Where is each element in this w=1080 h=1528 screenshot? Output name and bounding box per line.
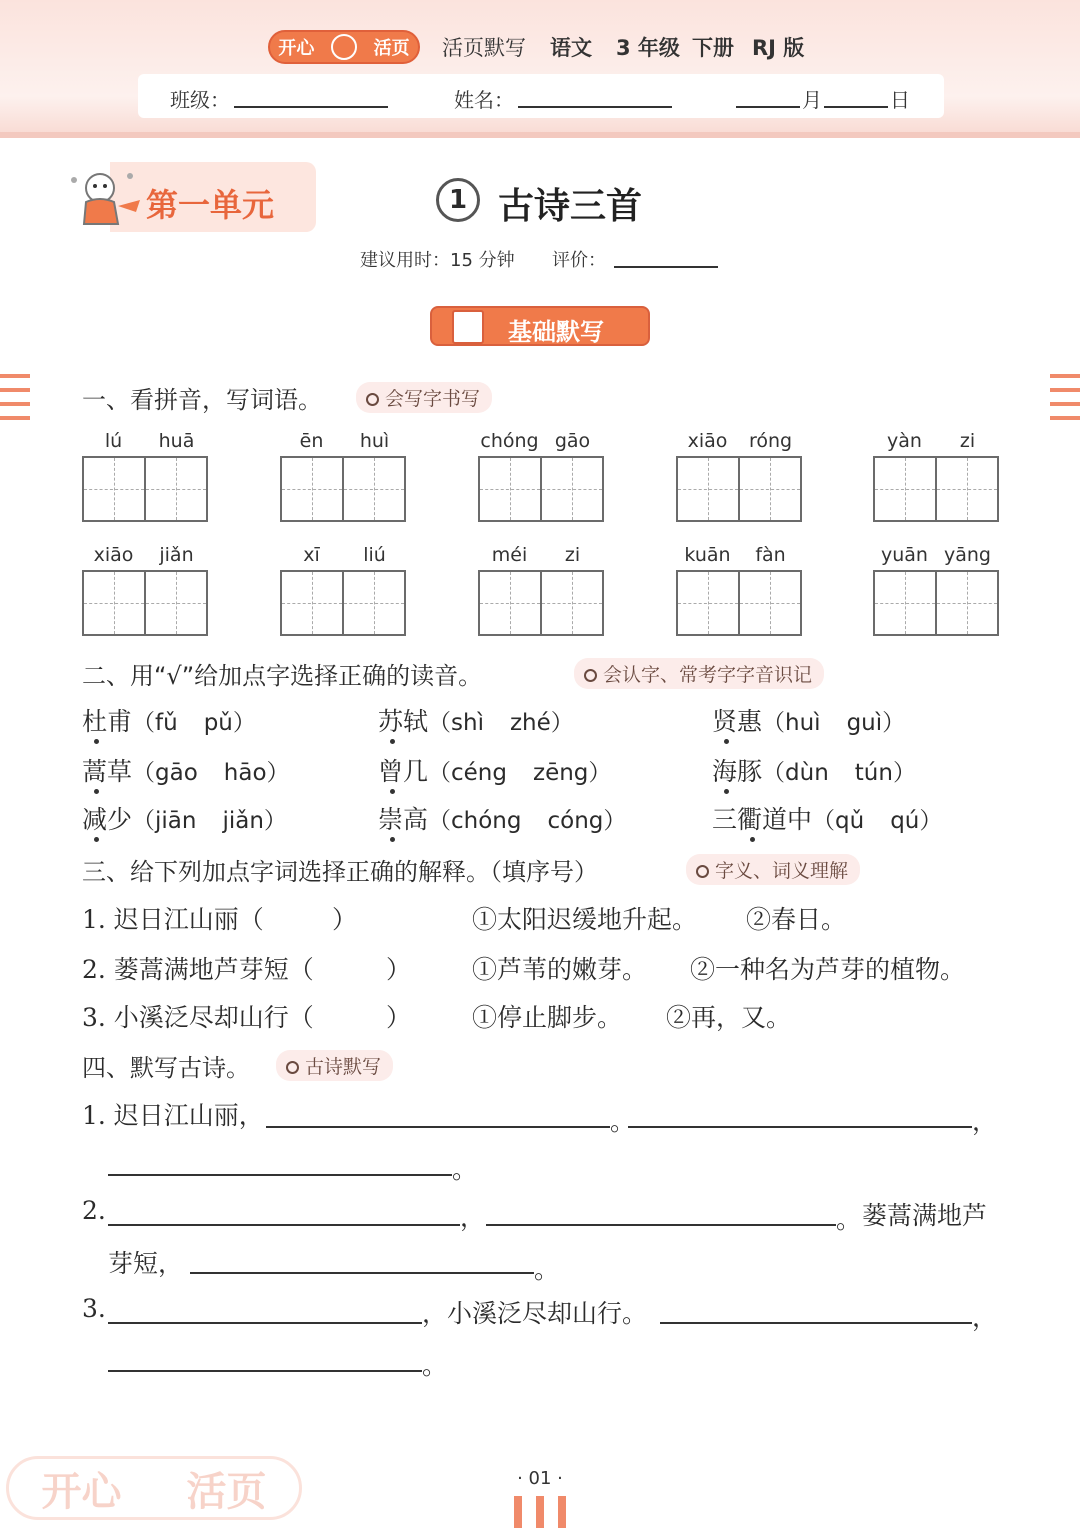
writing-grid[interactable]: [478, 570, 604, 636]
pinyin-label: kuān: [684, 544, 731, 566]
choice-a: ①太阳迟缓地升起。: [472, 905, 698, 934]
watermark-logo: [6, 1456, 302, 1520]
writing-grid[interactable]: [873, 456, 999, 522]
writing-grid[interactable]: [478, 456, 604, 522]
writing-cell[interactable]: [875, 572, 937, 634]
q2-tag-label: 会认字、常考字字音识记: [603, 664, 813, 686]
pinyin-option-a[interactable]: qǔ: [835, 808, 865, 834]
writing-cell[interactable]: [937, 458, 997, 520]
watermark-word-2: 活页: [186, 1468, 267, 1515]
writing-cell[interactable]: [740, 572, 800, 634]
paren-close: ）: [603, 808, 627, 834]
pinyin-option-b[interactable]: tún: [854, 760, 893, 786]
paren-close: ）: [588, 760, 612, 786]
time-hint: 建议用时：15 分钟: [360, 250, 515, 271]
pinyin-label: huā: [158, 430, 195, 452]
side-stripe: [0, 402, 30, 406]
footer-bar: [514, 1496, 522, 1528]
option-paren: [428, 710, 574, 736]
word: 苏轼: [378, 707, 428, 736]
emphasis-dot-icon: [94, 739, 99, 744]
side-stripe: [0, 416, 30, 420]
answer-paren-close[interactable]: ）: [386, 955, 412, 984]
unit-title: 第一单元: [146, 186, 275, 224]
day-label: 日: [890, 88, 910, 112]
pinyin-label: yuān: [881, 544, 928, 566]
paren-close: ）: [882, 710, 906, 736]
word: 海豚: [712, 757, 762, 786]
pinyin-label: fàn: [755, 544, 786, 566]
emphasis-dot-icon: [390, 739, 395, 744]
writing-cell[interactable]: [480, 572, 542, 634]
pinyin-label: xiāo: [687, 430, 728, 452]
section-badge-label: 基础默写: [508, 318, 604, 346]
eval-label: 评价：: [552, 250, 606, 271]
q1-title: 一、看拼音，写词语。: [82, 386, 322, 414]
emphasis-dot-icon: [94, 837, 99, 842]
q3-tag: [686, 854, 860, 885]
footer-bar: [536, 1496, 544, 1528]
name-label: 姓名：: [454, 88, 514, 112]
page-number: · 01 ·: [517, 1468, 563, 1489]
side-stripe: [0, 374, 30, 378]
tag-dot-icon: [696, 865, 709, 878]
q4-blank[interactable]: [628, 1126, 972, 1128]
choice-b: ②一种名为芦芽的植物。: [690, 955, 966, 984]
paren-open: （: [428, 710, 452, 736]
writing-cell[interactable]: [678, 458, 740, 520]
writing-cell[interactable]: [344, 458, 404, 520]
writing-cell[interactable]: [282, 458, 344, 520]
paren-close: ）: [232, 710, 256, 736]
choice-a: ①停止脚步。: [472, 1003, 623, 1032]
pronunciation-item: [82, 702, 256, 738]
writing-cell[interactable]: [542, 458, 602, 520]
tag-dot-icon: [286, 1061, 299, 1074]
pinyin-option-b[interactable]: cóng: [547, 808, 604, 834]
q4-blank[interactable]: [108, 1370, 422, 1372]
mascot-icon: [66, 166, 144, 236]
writing-cell[interactable]: [875, 458, 937, 520]
word: 杜甫: [82, 707, 132, 736]
paren-open: （: [132, 710, 156, 736]
pinyin-label: lú: [104, 430, 123, 452]
pinyin-label: jiǎn: [159, 544, 194, 566]
choice-b: ②再，又。: [666, 1003, 792, 1032]
meaning-question: 3. 小溪泛尽却山行（: [82, 1003, 314, 1032]
pronunciation-item: [82, 752, 290, 788]
watermark-word-1: 开心: [41, 1468, 122, 1515]
side-stripe: [1050, 374, 1080, 378]
month-field[interactable]: [736, 106, 800, 108]
option-paren: [132, 760, 290, 786]
day-field[interactable]: [824, 106, 888, 108]
q4-blank[interactable]: [486, 1224, 836, 1226]
pronunciation-item: [378, 752, 611, 788]
q4-blank[interactable]: [108, 1224, 460, 1226]
pinyin-label: xiāo: [93, 544, 134, 566]
writing-cell[interactable]: [84, 458, 146, 520]
pronunciation-item: [82, 800, 287, 836]
q3-tag-label: 字义、词义理解: [715, 860, 849, 882]
q4-period: 。: [836, 1205, 862, 1234]
emphasis-dot-icon: [724, 739, 729, 744]
answer-paren-close[interactable]: ）: [332, 905, 358, 934]
writing-grid[interactable]: [280, 570, 406, 636]
q4-tag: [276, 1050, 393, 1081]
paren-close: ）: [892, 760, 916, 786]
pinyin-option-b[interactable]: guì: [846, 710, 883, 736]
q2-tag: [574, 658, 824, 689]
q4-line2-end: 蒌蒿满地芦: [862, 1201, 988, 1230]
q4-line2b-start: 芽短，: [108, 1249, 184, 1278]
paren-close: ）: [266, 760, 290, 786]
paren-open: （: [428, 808, 452, 834]
q4-blank[interactable]: [266, 1126, 610, 1128]
q3-title: 三、给下列加点字词选择正确的解释。（填序号）: [82, 858, 598, 886]
q4-title: 四、默写古诗。: [82, 1054, 250, 1082]
emphasis-dot-icon: [390, 789, 395, 794]
option-paren: [428, 808, 626, 834]
brand-word-1: 开心: [278, 38, 315, 59]
option-paren: [132, 710, 256, 736]
side-stripe: [0, 388, 30, 392]
writing-grid[interactable]: [873, 570, 999, 636]
header-band-edge: [0, 132, 1080, 138]
writing-cell[interactable]: [678, 572, 740, 634]
footer-bar: [558, 1496, 566, 1528]
pinyin-option-a[interactable]: chóng: [451, 808, 522, 834]
writing-cell[interactable]: [146, 572, 206, 634]
meaning-question: 1. 迟日江山丽（: [82, 905, 264, 934]
month-label: 月: [802, 88, 822, 112]
emphasis-dot-icon: [390, 837, 395, 842]
writing-cell[interactable]: [146, 458, 206, 520]
writing-grid[interactable]: [82, 456, 208, 522]
q4-period: 。: [534, 1255, 560, 1284]
writing-cell[interactable]: [740, 458, 800, 520]
paren-open: （: [812, 808, 836, 834]
q4-comma: ，: [972, 1303, 998, 1332]
writing-grid[interactable]: [82, 570, 208, 636]
word: 三衢道中: [712, 805, 812, 834]
q1-tag: [356, 382, 492, 413]
edition: RJ 版: [752, 36, 805, 60]
tag-dot-icon: [366, 393, 379, 406]
writing-cell[interactable]: [282, 572, 344, 634]
q4-blank[interactable]: [108, 1174, 452, 1176]
writing-cell[interactable]: [480, 458, 542, 520]
meaning-question: 2. 蒌蒿满地芦芽短（: [82, 955, 314, 984]
pinyin-option-b[interactable]: zhé: [509, 710, 551, 736]
pinyin-label: yàn: [887, 430, 922, 452]
q4-blank[interactable]: [108, 1322, 422, 1324]
option-paren: [762, 760, 916, 786]
pinyin-option-a[interactable]: gāo: [155, 760, 198, 786]
word: 减少: [82, 805, 132, 834]
writing-cell[interactable]: [937, 572, 997, 634]
option-paren: [132, 808, 287, 834]
q4-line3-mid: ，小溪泛尽却山行。: [422, 1299, 648, 1328]
q4-num-2: 2.: [82, 1196, 106, 1225]
q4-period: 。: [610, 1107, 636, 1136]
pinyin-option-a[interactable]: jiān: [155, 808, 197, 834]
pinyin-option-a[interactable]: dùn: [785, 760, 829, 786]
pinyin-option-a[interactable]: huì: [785, 710, 821, 736]
paren-close: ）: [263, 808, 287, 834]
grade: 3 年级: [616, 36, 680, 60]
answer-paren-close[interactable]: ）: [386, 1003, 412, 1032]
series-name: 活页默写: [442, 36, 526, 60]
eval-field[interactable]: [614, 266, 718, 268]
pinyin-label: méi: [491, 544, 528, 566]
writing-grid[interactable]: [676, 570, 802, 636]
word: 曾几: [378, 757, 428, 786]
q4-comma: ，: [460, 1203, 486, 1232]
class-label: 班级：: [170, 88, 230, 112]
option-paren: [812, 808, 942, 834]
paren-close: ）: [550, 710, 574, 736]
q4-comma: ，: [972, 1107, 998, 1136]
pinyin-label: liú: [363, 544, 386, 566]
writing-grid[interactable]: [676, 456, 802, 522]
q4-line1-start: 1. 迟日江山丽，: [82, 1101, 264, 1130]
choice-b: ②春日。: [746, 905, 847, 934]
choice-a: ①芦苇的嫩芽。: [472, 955, 648, 984]
option-paren: [428, 760, 611, 786]
pinyin-option-a[interactable]: fǔ: [155, 710, 178, 736]
pinyin-label: xī: [303, 544, 320, 566]
paren-open: （: [132, 760, 156, 786]
writing-grid[interactable]: [280, 456, 406, 522]
pinyin-option-b[interactable]: qú: [890, 808, 920, 834]
paren-open: （: [428, 760, 452, 786]
pinyin-option-b[interactable]: jiǎn: [222, 808, 264, 834]
pinyin-option-b[interactable]: zēng: [533, 760, 589, 786]
q4-num-3: 3.: [82, 1294, 106, 1323]
brand-ring-icon: [331, 34, 357, 60]
writing-cell[interactable]: [542, 572, 602, 634]
emphasis-dot-icon: [724, 789, 729, 794]
pronunciation-item: [378, 702, 574, 738]
pinyin-label: gāo: [554, 430, 591, 452]
pinyin-label: yāng: [944, 544, 991, 566]
emphasis-dot-icon: [94, 789, 99, 794]
pinyin-label: zi: [564, 544, 581, 566]
pronunciation-item: [378, 800, 626, 836]
lesson-title: 古诗三首: [498, 186, 643, 227]
brand-word-2: 活页: [373, 38, 410, 59]
student-info-bar: [138, 74, 944, 118]
section-badge: [430, 306, 650, 346]
pinyin-option-a[interactable]: céng: [451, 760, 507, 786]
pronunciation-item: [712, 702, 905, 738]
pinyin-option-b[interactable]: pǔ: [203, 710, 233, 736]
writing-cell[interactable]: [84, 572, 146, 634]
pinyin-label: ēn: [299, 430, 324, 452]
q4-blank[interactable]: [190, 1272, 534, 1274]
volume: 下册: [692, 36, 734, 60]
tag-dot-icon: [584, 669, 597, 682]
paren-close: ）: [919, 808, 943, 834]
q4-period: 。: [452, 1155, 478, 1184]
paren-open: （: [762, 760, 786, 786]
writing-cell[interactable]: [344, 572, 404, 634]
pinyin-label: huì: [359, 430, 390, 452]
bookmark-icon: [452, 310, 484, 344]
word: 贤惠: [712, 707, 762, 736]
q1-tag-label: 会写字书写: [385, 388, 481, 410]
side-stripe: [1050, 388, 1080, 392]
emphasis-dot-icon: [750, 837, 755, 842]
side-stripe: [1050, 402, 1080, 406]
lesson-number: 1: [436, 178, 480, 222]
word: 蒿草: [82, 757, 132, 786]
pinyin-label: chóng: [480, 430, 539, 452]
pinyin-label: zi: [959, 430, 976, 452]
q4-period: 。: [422, 1351, 448, 1380]
paren-open: （: [132, 808, 156, 834]
pinyin-option-b[interactable]: hāo: [223, 760, 267, 786]
pronunciation-item: [712, 752, 916, 788]
brand-logo: [268, 30, 420, 64]
paren-open: （: [762, 710, 786, 736]
pinyin-label: róng: [748, 430, 793, 452]
side-stripe: [1050, 416, 1080, 420]
q4-blank[interactable]: [660, 1322, 972, 1324]
word: 崇高: [378, 805, 428, 834]
name-field[interactable]: [518, 106, 672, 108]
q4-tag-label: 古诗默写: [305, 1056, 382, 1078]
q2-title: 二、用“√”给加点字选择正确的读音。: [82, 662, 483, 690]
option-paren: [762, 710, 905, 736]
class-field[interactable]: [234, 106, 388, 108]
pronunciation-item: [712, 800, 942, 836]
subject: 语文: [550, 36, 592, 60]
pinyin-option-a[interactable]: shì: [451, 710, 484, 736]
